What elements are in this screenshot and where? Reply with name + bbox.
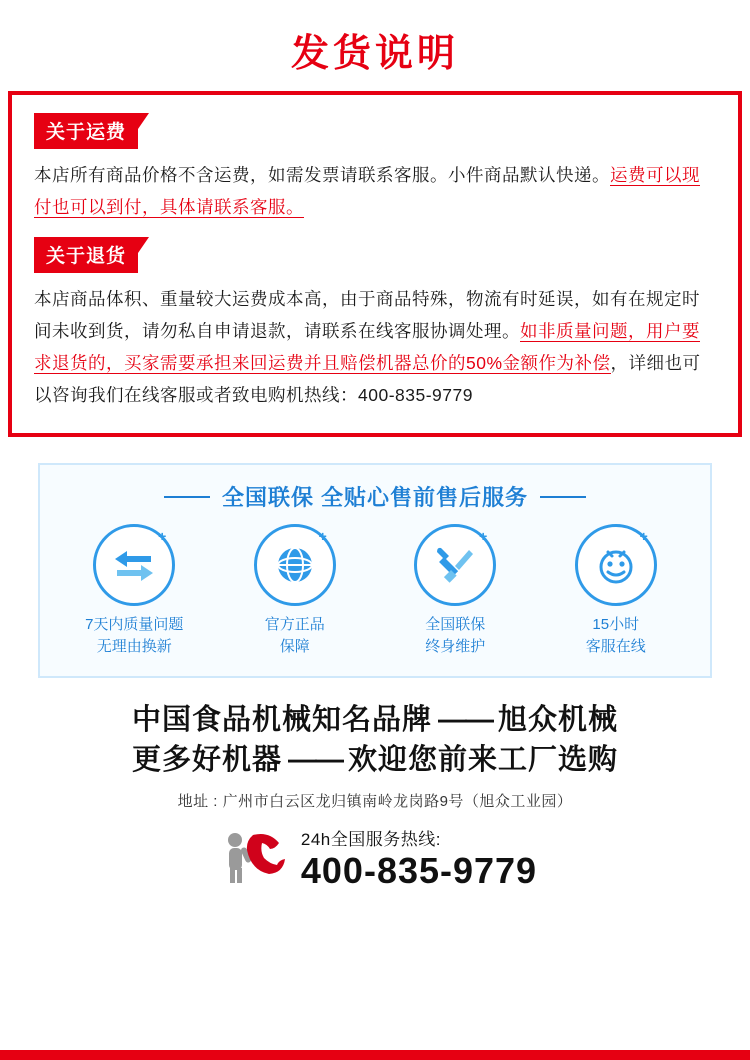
- brand-line-2: [0, 740, 750, 780]
- returns-section: [34, 237, 716, 411]
- returns-text-plain-1: 本店商品体积、重量较大运费成本高，由于商品特殊，物流有时延误，如有在规定时间未收到货，请勿私自申请退款，请联系在线客服协调处理。: [34, 289, 700, 341]
- plus-badge-1: +: [158, 528, 167, 544]
- shipping-text-highlight: 运费可以现付也可以到付，具体请联系客服。: [34, 165, 700, 217]
- service-caption-genuine-line2: 保障: [279, 638, 310, 655]
- returns-tag: 关于退货: [34, 237, 138, 273]
- shipping-tag: 关于运费: [34, 113, 138, 149]
- service-caption-warranty-line1: 全国联保: [425, 616, 486, 633]
- service-guarantee-band: [38, 463, 712, 678]
- hotline-number: 400-835-9779: [300, 850, 538, 891]
- bottom-red-bar: [0, 1050, 750, 1060]
- brand-line-2-part2: 欢迎您前来工厂选购: [348, 744, 619, 776]
- brand-line-1-part1: 中国食品机械知名品牌: [131, 704, 432, 736]
- plus-badge-2: +: [318, 528, 327, 544]
- shipping-paragraph: [34, 159, 716, 223]
- telephone-man-icon: [213, 827, 287, 890]
- hotline-text: [301, 825, 537, 892]
- service-item-exchange: [64, 524, 204, 658]
- section-divider: [34, 223, 716, 237]
- brand-line-2-part1: 更多好机器: [131, 744, 282, 776]
- service-item-genuine: [225, 524, 365, 658]
- returns-paragraph: [34, 283, 716, 411]
- hotline-block: [0, 825, 750, 892]
- brand-line-1-part2: 旭众机械: [498, 704, 619, 736]
- wrench-screwdriver-icon: [414, 524, 496, 606]
- service-icons-row: [40, 524, 710, 658]
- brand-line-2-dash: ——: [288, 744, 342, 776]
- left-rule: [164, 496, 210, 498]
- service-caption-genuine: [225, 614, 365, 658]
- brand-line-1: [0, 700, 750, 740]
- service-caption-warranty-line2: 终身维护: [425, 638, 486, 655]
- brand-block: [0, 700, 750, 811]
- service-item-support: [546, 524, 686, 658]
- exchange-arrows-icon: [93, 524, 175, 606]
- brand-line-1-dash: ——: [438, 704, 492, 736]
- plus-badge-3: +: [479, 528, 488, 544]
- globe-icon: [254, 524, 336, 606]
- service-caption-exchange: [64, 614, 204, 658]
- returns-text-highlight: 如非质量问题，用户要求退货的，买家需要承担来回运费并且赔偿机器总价的50%金额作为补偿: [34, 321, 700, 373]
- service-item-warranty: [385, 524, 525, 658]
- customer-service-face-icon: [575, 524, 657, 606]
- service-caption-genuine-line1: 官方正品: [264, 616, 325, 633]
- service-caption-support: [546, 614, 686, 658]
- service-caption-support-line2: 客服在线: [585, 638, 646, 655]
- plus-badge-4: +: [639, 528, 648, 544]
- shipping-section: [34, 113, 716, 223]
- right-rule: [540, 496, 586, 498]
- service-band-title: [40, 481, 710, 512]
- service-caption-exchange-line1: 7天内质量问题: [85, 616, 184, 633]
- service-caption-support-line1: 15小时: [592, 616, 640, 633]
- notice-box: [8, 91, 742, 437]
- service-band-title-text: 全国联保 全贴心售前售后服务: [221, 485, 529, 510]
- page-title: 发货说明: [290, 33, 459, 75]
- service-caption-warranty: [385, 614, 525, 658]
- hotline-label: 24h全国服务热线:: [300, 830, 441, 849]
- shipping-text-plain: 本店所有商品价格不含运费，如需发票请联系客服。小件商品默认快递。: [34, 165, 610, 185]
- company-address: 地址 : 广州市白云区龙归镇南岭龙岗路9号（旭众工业园）: [177, 793, 573, 810]
- returns-text-plain-2: ，详细也可以咨询我们在线客服或者致电购机热线：400-835-9779: [34, 353, 701, 405]
- service-caption-exchange-line2: 无理由换新: [96, 638, 172, 655]
